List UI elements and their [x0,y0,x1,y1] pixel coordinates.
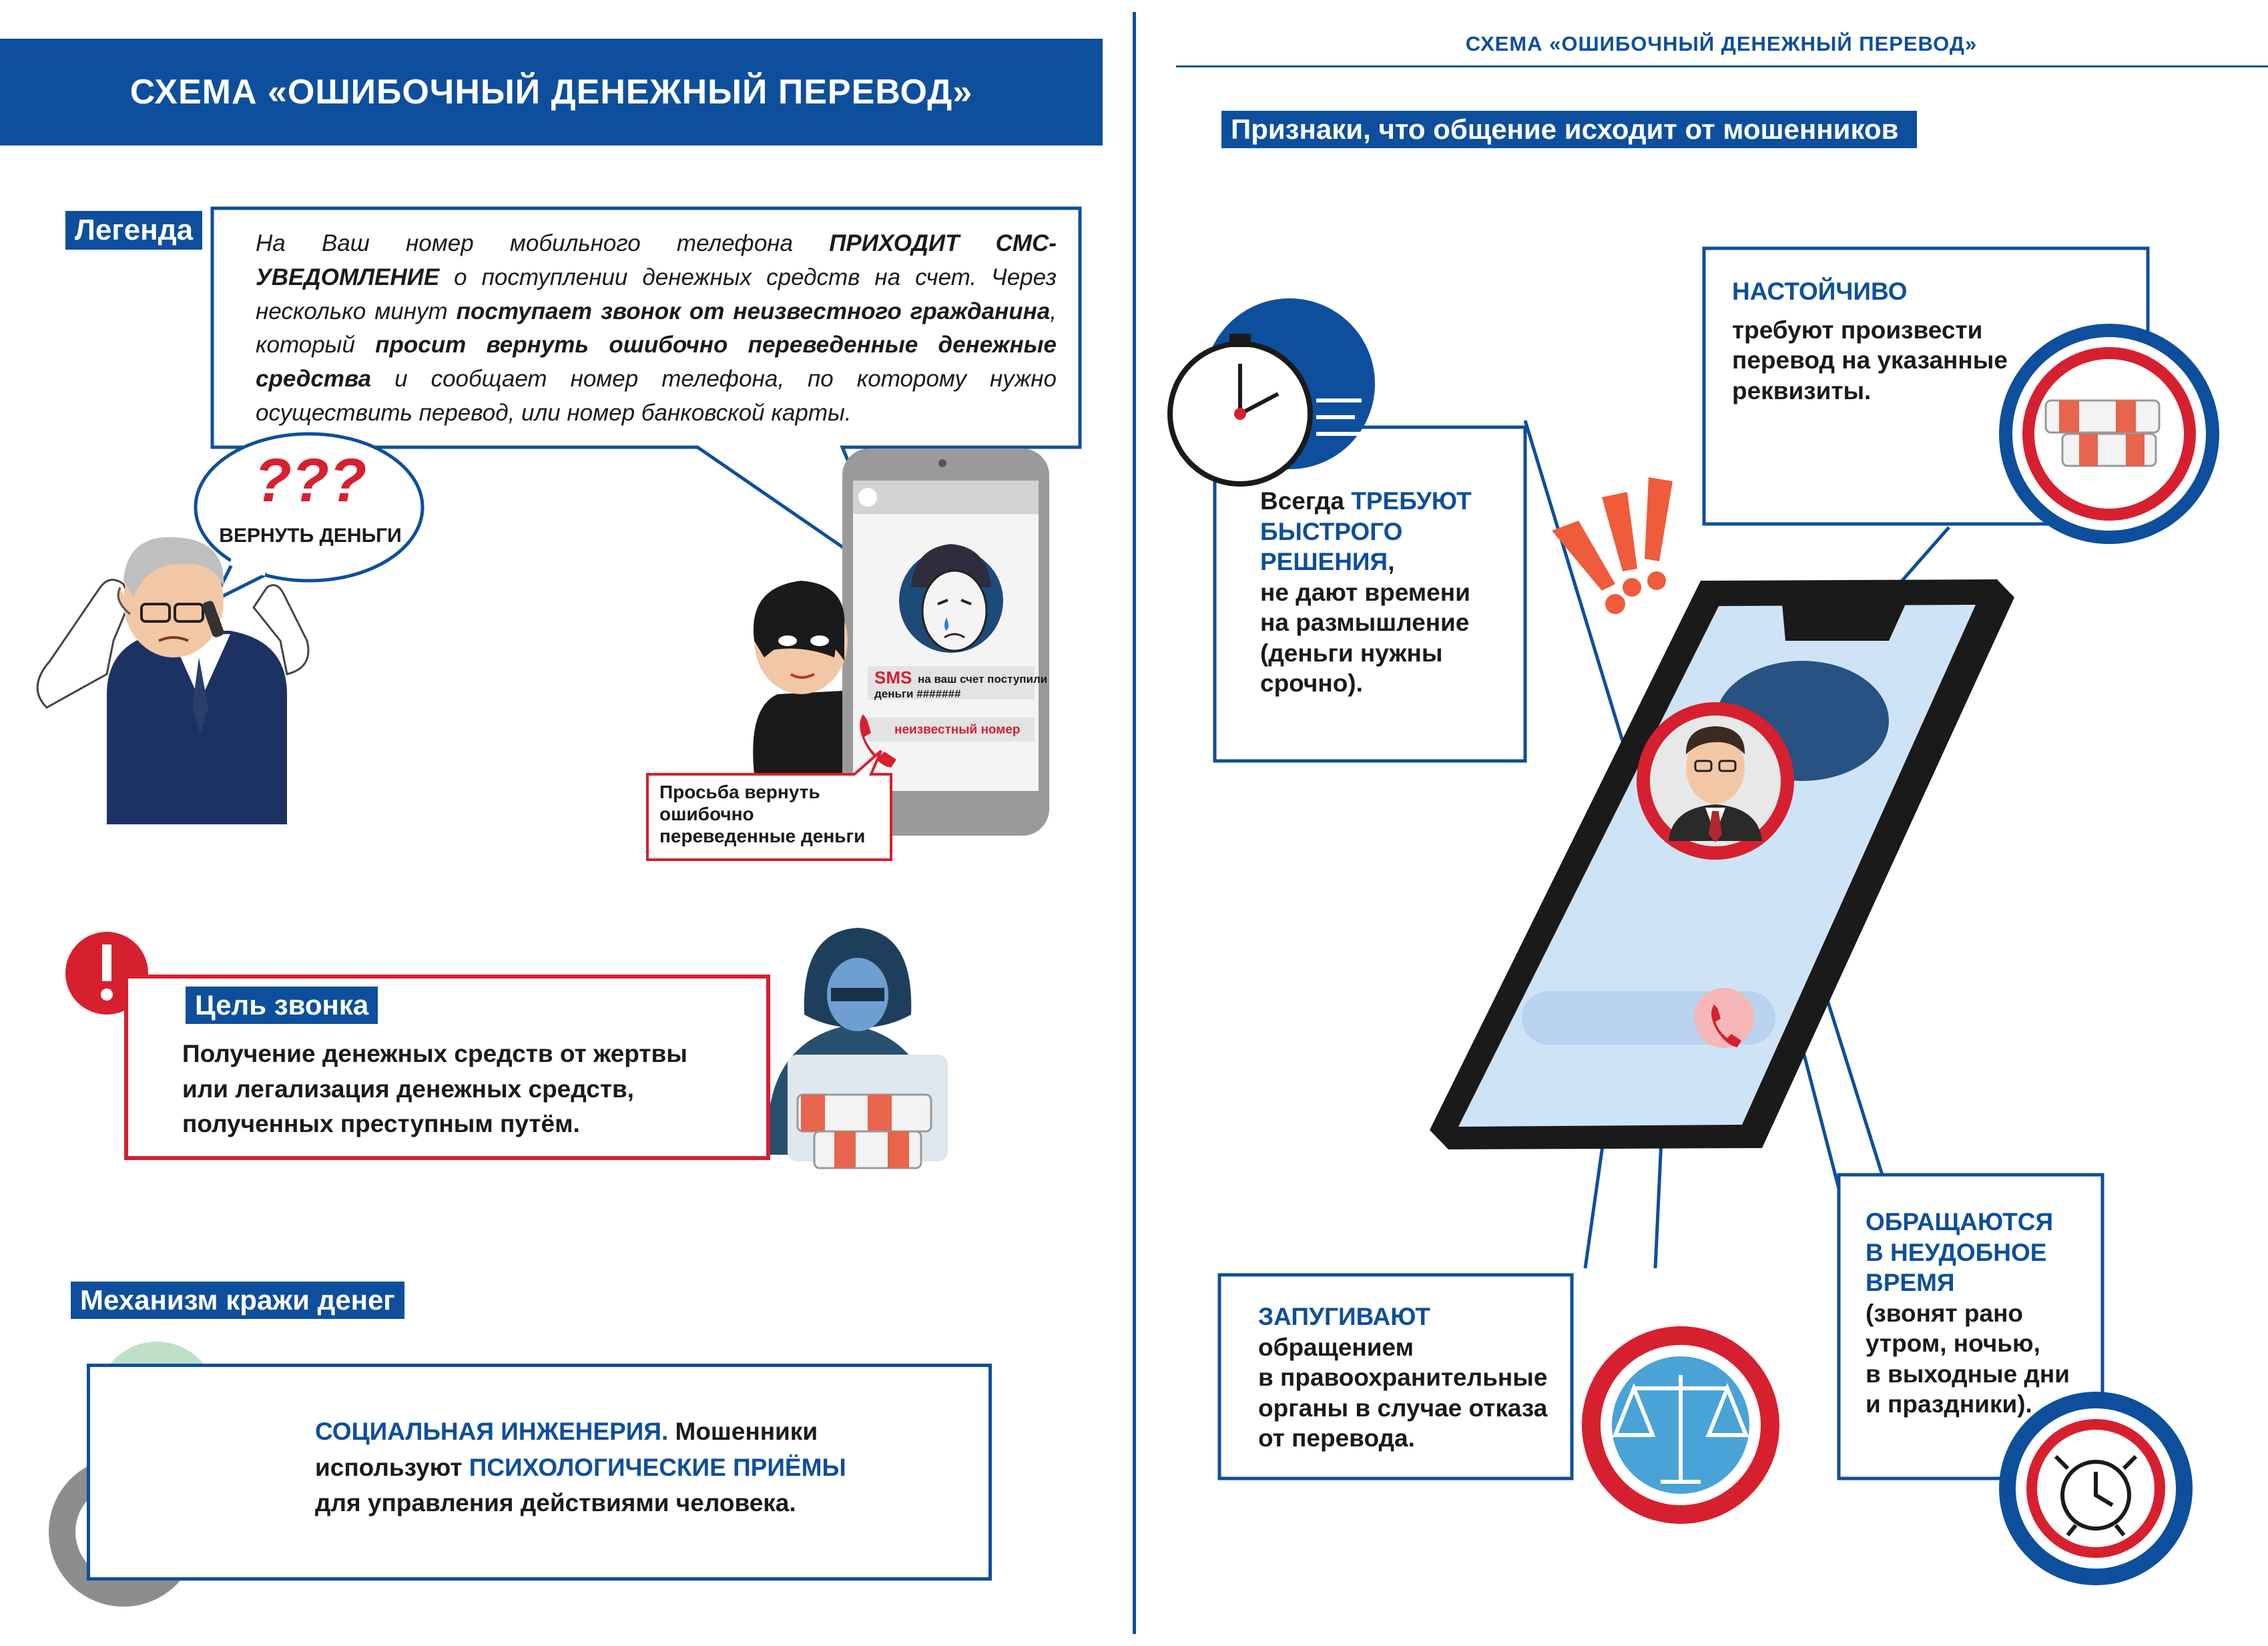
inconvenient-text: ОБРАЩАЮТСЯ В НЕУДОБНОЕ ВРЕМЯ (звонят рано утром, ночью, в выходные дни и праздники). [1866,1208,2070,1418]
goal-text: Получение денежных средств от жертвы или легализация денежных средств, полученных преступным путём. [182,1040,687,1138]
intimidate-text: ЗАПУГИВАЮТ обращением в правоохранительные органы в случае отказа от перевода. [1258,1303,1548,1452]
question-marks: ??? [254,447,367,515]
legend-tag: Легенда [65,211,202,250]
mechanism-text: СОЦИАЛЬНАЯ ИНЖЕНЕРИЯ. Мошенники используют ПСИХОЛОГИЧЕСКИЕ ПРИЁМЫ для управления действиями человека. [315,1418,846,1517]
central-avatar [1637,702,1794,860]
sms-label: SMS [874,667,912,688]
money-stacks-right [2046,400,2159,466]
sms-text-2: деньги ####### [874,688,961,700]
banner-title: СХЕМА «ОШИБОЧНЫЙ ДЕНЕЖНЫЙ ПЕРЕВОД» [0,39,1103,146]
sms-text-1: на ваш счет поступили [918,673,1048,685]
request-callout-text: Просьба вернуть ошибочно переведенные деньги [659,782,866,847]
unknown-number: неизвестный номер [894,723,1021,737]
exclamation-marks-icon [1552,477,1673,614]
urgent-text: Всегда ТРЕБУЮТ БЫСТРОГО РЕШЕНИЯ, не дают времени на размышление (деньги нужны срочно). [1260,487,1472,697]
mechanism-tag: Механизм кражи денег [71,1282,404,1319]
legend-text: На Ваш номер мобильного телефона ПРИХОДИТ СМС-УВЕДОМЛЕНИЕ о поступлении денежных средств на счет. Через несколько минут поступает звонок от неизвестного гражданина, который просит вернуть ошибочно переведенные денежные средства и сообщает номер телефона, по которому нужно осуществить перевод, или номер банковской карты. [256,230,1057,426]
bubble-text: ВЕРНУТЬ ДЕНЬГИ [219,525,402,547]
running-header: СХЕМА «ОШИБОЧНЫЙ ДЕНЕЖНЫЙ ПЕРЕВОД» [1465,32,1978,55]
persistent-text: НАСТОЙЧИВО требуют произвести перевод на указанные реквизиты. [1732,278,2008,404]
goal-tag: Цель звонка [186,987,378,1024]
signs-tag: Признаки, что общение исходит от мошенников [1221,111,1917,148]
